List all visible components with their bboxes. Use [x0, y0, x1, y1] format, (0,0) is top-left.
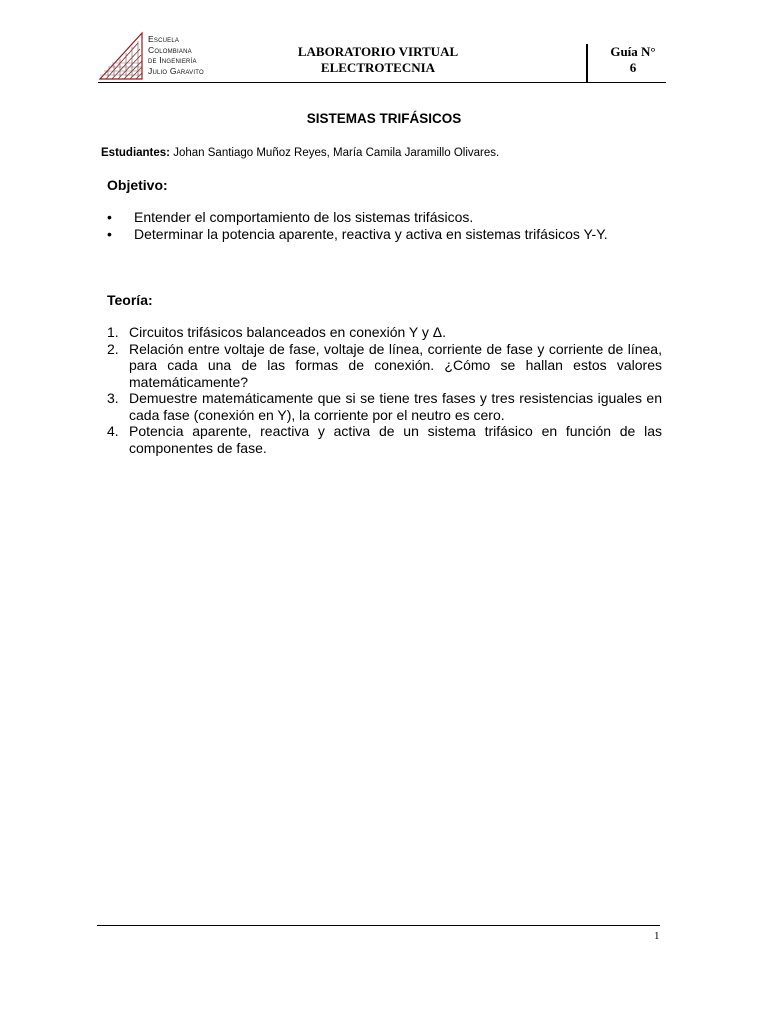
list-item-text: Entender el comportamiento de los sistemas trifásicos. — [134, 209, 474, 225]
list-item — [107, 226, 667, 243]
logo-line: Colombiana — [148, 44, 192, 55]
theory-heading: Teoría: — [107, 292, 153, 308]
lab-name-line1: LABORATORIO VIRTUAL — [297, 44, 459, 59]
document-header — [98, 28, 666, 83]
lab-name-line2: ELECTROTECNIA — [320, 60, 436, 75]
list-item — [107, 390, 662, 423]
objective-list — [107, 209, 667, 242]
logo-text — [148, 34, 204, 76]
footer-divider — [97, 925, 660, 926]
bullet-icon: • — [107, 209, 112, 225]
logo-line: Escuela — [148, 34, 180, 44]
bullet-icon: • — [107, 225, 112, 242]
list-item-number: 2. — [107, 340, 119, 357]
list-item-number: 1. — [107, 324, 119, 340]
list-item — [107, 423, 662, 456]
university-logo — [98, 31, 228, 81]
objective-heading: Objetivo: — [107, 177, 168, 193]
theory-list — [107, 324, 662, 456]
list-item-text: Potencia aparente, reactiva y activa de un sistema trifásico en función de las componentes de fase. — [129, 423, 662, 456]
list-item-text: Demuestre matemáticamente que si se tiene tres fases y tres resistencias iguales en cada fase (conexión en Y), la corriente por el neutro es cero. — [129, 390, 662, 423]
list-item-text: Relación entre voltaje de fase, voltaje de línea, corriente de fase y corriente de línea, para cada una de las formas de conexión. ¿Cómo se hallan estos valores matemáticamente? — [129, 340, 662, 390]
students-names: Johan Santiago Muñoz Reyes, María Camila Jaramillo Olivares. — [173, 147, 500, 159]
list-item-number: 4. — [107, 423, 119, 439]
logo-line: de Ingeniería — [148, 55, 197, 65]
guide-number: 6 — [629, 60, 637, 75]
list-item — [107, 324, 662, 341]
document-title: SISTEMAS TRIFÁSICOS — [306, 111, 462, 126]
guide-number-box — [598, 44, 668, 76]
guide-label: Guía N° — [610, 44, 656, 59]
students-line — [101, 147, 499, 159]
list-item-number: 3. — [107, 390, 119, 406]
list-item — [107, 209, 667, 226]
list-item — [107, 341, 662, 391]
list-item-text: Circuitos trifásicos balanceados en conexión Y y Δ. — [129, 324, 447, 340]
page-number: 1 — [654, 930, 660, 942]
logo-line: Julio Garavito — [148, 65, 204, 76]
list-item-text: Determinar la potencia aparente, reactiva y activa en sistemas trifásicos Y-Y. — [134, 225, 608, 242]
students-label: Estudiantes: — [101, 147, 171, 159]
lab-name — [258, 44, 498, 76]
header-divider — [586, 44, 588, 82]
logo-emblem-icon — [98, 31, 146, 81]
